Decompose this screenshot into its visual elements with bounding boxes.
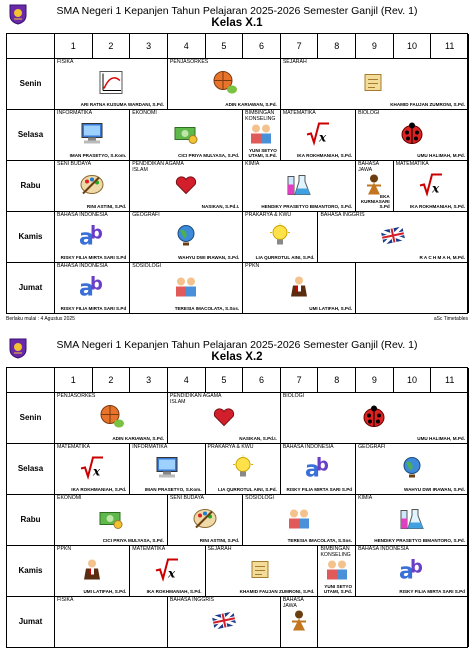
subject-name: PPKN (57, 546, 72, 552)
teacher-name: YUNI SETYO UTAMI, S.Pd. (323, 584, 353, 594)
day-label: Rabu (7, 494, 55, 545)
math-icon (305, 121, 331, 150)
subject-name: SEJARAH (207, 546, 232, 552)
lesson-cell[interactable] (55, 109, 130, 160)
lesson-cell[interactable] (168, 596, 281, 647)
period-header: 4 (168, 34, 206, 58)
lesson-cell[interactable] (318, 545, 356, 596)
teacher-name: UMI LATIFAH, S.Pd. (309, 306, 353, 311)
lesson-cell[interactable] (206, 443, 281, 494)
timetable-grid (6, 33, 468, 314)
teacher-name: IMAN PRASETYO, S.Kom. (144, 487, 202, 492)
letters-icon (398, 556, 426, 587)
page-title: SMA Negeri 1 Kepanjen Tahun Pelajaran 2025-2026 Semester Ganjil (Rev. 1) (56, 5, 418, 17)
flask-icon (398, 506, 426, 535)
lesson-cell[interactable] (130, 545, 205, 596)
header-corner (7, 368, 55, 392)
svg-text:x: x (93, 464, 101, 479)
lesson-cell[interactable] (130, 262, 243, 313)
period-header: 11 (431, 34, 469, 58)
teacher-name: ADIN KARIAWAN, S.Pd. (225, 102, 277, 107)
globe-icon (174, 223, 198, 252)
lesson-cell[interactable] (281, 109, 356, 160)
subject-name: BAHASA INGGRIS (320, 212, 365, 218)
teacher-name: EKA KURNIASARI S.Pd (360, 194, 390, 209)
svg-text:x: x (431, 181, 439, 196)
lesson-cell[interactable] (130, 109, 243, 160)
svg-text:a: a (304, 457, 320, 481)
lesson-cell[interactable] (55, 443, 130, 494)
lesson-cell[interactable] (356, 443, 469, 494)
subject-name: MATEMATIKA (57, 444, 90, 450)
subject-name: INFORMATIKA (132, 444, 168, 450)
lesson-cell[interactable] (281, 392, 469, 443)
teacher-name: RINI ASTINI, S.Pd. (86, 204, 127, 209)
judge-icon (80, 557, 104, 586)
teacher-name: RISKY FILIA MIRTA SARI S.Pd (286, 487, 353, 492)
globe-icon (400, 455, 424, 484)
teacher-name: NASIKAN, S.Pd.I. (239, 436, 277, 441)
subject-name: MATEMATIKA (395, 161, 429, 167)
teacher-name: KHAMID FAUJAN ZUMRONI, S.Pd. (390, 102, 465, 107)
teacher-name: WAHYU DWI IRAWAN, S.Pd. (403, 487, 465, 492)
period-header: 4 (168, 368, 206, 392)
teacher-name: TERESIA IMACOLATA, S.Sos. (174, 306, 240, 311)
period-header: 10 (394, 368, 432, 392)
period-header: 1 (55, 34, 93, 58)
period-header: 5 (206, 368, 244, 392)
lesson-cell[interactable] (130, 211, 243, 262)
people-icon (324, 557, 350, 586)
teacher-name: IKA ROKHMANIAH, S.Pd. (297, 153, 353, 158)
period-header: 5 (206, 34, 244, 58)
svg-text:a: a (399, 559, 414, 583)
period-header: 7 (281, 34, 319, 58)
teacher-name: RISKY FILIA MIRTA SARI S.Pd (60, 306, 127, 311)
svg-text:b: b (315, 454, 329, 476)
period-header: 11 (431, 368, 469, 392)
teacher-name: LIA QURROTUL AINI, S.Pd. (255, 255, 315, 260)
subject-name: SENI BUDAYA (169, 495, 205, 501)
class-title: Kelas X.1 (211, 17, 263, 29)
svg-text:b: b (90, 273, 104, 295)
lesson-cell[interactable] (356, 160, 394, 211)
lesson-cell[interactable] (243, 160, 356, 211)
subject-name: GEOGRAFI (132, 212, 160, 218)
teacher-name: HENDIKY PRASETYO BIMANTORO, S.Pd. (261, 204, 353, 209)
computer-icon (154, 455, 180, 484)
page-title: SMA Negeri 1 Kepanjen Tahun Pelajaran 2025-2026 Semester Ganjil (Rev. 1) (56, 339, 418, 351)
subject-name: BAHASA INDONESIA (358, 546, 409, 552)
subject-name: PENJASORKES (57, 393, 96, 399)
period-header: 9 (356, 368, 394, 392)
lesson-cell[interactable] (55, 262, 130, 313)
lesson-cell[interactable] (55, 211, 130, 262)
lesson-cell[interactable] (55, 58, 168, 109)
scroll-icon (361, 70, 387, 99)
effective-date: Berlaku mulai : 4 Agustus 2025 (6, 316, 75, 322)
svg-text:x: x (168, 566, 176, 581)
subject-name: SENI BUDAYA (57, 161, 92, 167)
subject-name: BAHASA INGGRIS (169, 597, 215, 603)
subject-name: PRAKARYA & KWU (207, 444, 254, 450)
computer-icon (79, 121, 105, 150)
class-title: Kelas X.2 (211, 351, 263, 363)
judge-icon (287, 274, 311, 303)
timetable-grid (6, 367, 468, 648)
sports-icon (98, 404, 124, 433)
subject-name: MATEMATIKA (282, 110, 316, 116)
teacher-name: ARI RATNA KUSUMA WARDANI, S.Pd. (80, 102, 164, 107)
period-header: 2 (93, 368, 131, 392)
period-header: 6 (243, 368, 281, 392)
lesson-cell[interactable] (55, 545, 130, 596)
money-icon (173, 122, 199, 149)
subject-name: BIMBINGAN KONSELING (245, 110, 276, 122)
teacher-name: UMI LATIFAH, S.Pd. (83, 589, 127, 594)
sports-icon (211, 70, 237, 99)
period-header: 8 (318, 368, 356, 392)
subject-name: SOSIOLOGI (245, 495, 274, 501)
teacher-name: UMU HALIMAH, M.Pd. (417, 153, 465, 158)
day-label: Senin (7, 58, 55, 109)
lesson-cell[interactable] (168, 494, 243, 545)
subject-name: BAHASA INDONESIA (57, 263, 108, 269)
teacher-name: RISKY FILIA MIRTA SARI S.Pd (399, 589, 465, 594)
flag-icon (211, 610, 237, 635)
lesson-cell[interactable] (243, 494, 356, 545)
palette-icon (79, 173, 105, 200)
lesson-cell[interactable] (356, 545, 469, 596)
teacher-name: WAHYU DWI IRAWAN, S.Pd. (178, 255, 240, 260)
subject-name: PENDIDIKAN AGAMA ISLAM (132, 161, 184, 173)
heart-icon (212, 405, 236, 432)
svg-text:b: b (90, 222, 104, 244)
day-label: Selasa (7, 109, 55, 160)
lesson-cell[interactable] (206, 545, 319, 596)
teacher-name: RINI ASTINI, S.Pd. (199, 538, 240, 543)
lesson-cell[interactable] (318, 211, 469, 262)
lesson-cell[interactable] (55, 160, 130, 211)
svg-text:a: a (79, 276, 94, 300)
timetable-page (0, 334, 474, 632)
subject-name: BAHASA JAWA (358, 161, 379, 173)
lesson-cell[interactable] (281, 443, 356, 494)
math-icon (154, 557, 180, 586)
subject-name: PPKN (245, 263, 260, 269)
subject-name: MATEMATIKA (132, 546, 166, 552)
day-label: Jumat (7, 262, 55, 313)
teacher-name: YUNI SETYO UTAMI, S.Pd. (248, 148, 277, 158)
teacher-name: IKA ROKHMANIAH, S.Pd. (410, 204, 465, 209)
flask-icon (285, 172, 313, 201)
period-header: 6 (243, 34, 281, 58)
lesson-cell[interactable] (168, 58, 281, 109)
teacher-name: UMU HALIMAH, M.Pd. (417, 436, 465, 441)
lesson-cell[interactable] (394, 160, 469, 211)
day-label: Rabu (7, 160, 55, 211)
people-icon (173, 274, 199, 303)
lesson-cell[interactable] (130, 160, 243, 211)
teacher-name: IMAN PRASETYO, S.Kom. (69, 153, 127, 158)
teacher-name: KHAMID FAUJAN ZUMRONI, S.Pd. (239, 589, 315, 594)
subject-name: GEOGRAFI (358, 444, 386, 450)
chart-icon (99, 70, 123, 99)
people-icon (286, 506, 312, 535)
teacher-name: TERESIA IMACOLATA, S.Sos. (287, 538, 353, 543)
software-credit: aSc Timetables (433, 316, 468, 322)
day-label: Kamis (7, 211, 55, 262)
period-header: 8 (318, 34, 356, 58)
teacher-name: CICI PRIYA MULYASA, S.Pd. (102, 538, 164, 543)
subject-name: SOSIOLOGI (132, 263, 162, 269)
subject-name: BIOLOGI (358, 110, 380, 116)
svg-text:b: b (410, 556, 423, 578)
lesson-cell[interactable] (168, 392, 281, 443)
teacher-name: R A C H M A H, M.Pd. (419, 255, 465, 260)
subject-name: INFORMATIKA (57, 110, 93, 116)
subject-name: FISIKA (57, 597, 74, 603)
bulb-icon (268, 223, 292, 252)
letters-icon (78, 273, 106, 304)
subject-name: BIMBINGAN KONSELING (320, 546, 351, 558)
lesson-cell[interactable] (55, 392, 168, 443)
subject-name: FISIKA (57, 59, 74, 65)
subject-name: BIOLOGI (282, 393, 305, 399)
lesson-cell[interactable] (243, 262, 356, 313)
subject-name: PRAKARYA & KWU (245, 212, 292, 218)
lesson-cell[interactable] (281, 596, 319, 647)
letters-icon (78, 222, 106, 253)
period-header: 9 (356, 34, 394, 58)
day-label: Kamis (7, 545, 55, 596)
teacher-name: RISKY FILIA MIRTA SARI S.Pd (60, 255, 127, 260)
teacher-name: IKA ROKHMANIAH, S.Pd. (146, 589, 202, 594)
lesson-cell[interactable] (318, 596, 469, 647)
subject-name: PENJASORKES (169, 59, 209, 65)
subject-name: BAHASA INDONESIA (57, 212, 108, 218)
ladybug-icon (399, 121, 425, 150)
money-icon (98, 507, 124, 534)
lesson-cell[interactable] (130, 443, 205, 494)
heart-icon (174, 173, 198, 200)
teacher-name: ADIN KARIAWAN, S.Pd. (112, 436, 164, 441)
teacher-name: LIA QURROTUL AINI, S.Pd. (218, 487, 277, 492)
lesson-cell[interactable] (243, 211, 318, 262)
subject-name: EKONOMI (132, 110, 157, 116)
lesson-cell[interactable] (281, 58, 469, 109)
period-header: 3 (130, 368, 168, 392)
lesson-cell[interactable] (356, 494, 469, 545)
scroll-icon (248, 557, 274, 586)
lesson-cell[interactable] (356, 262, 469, 313)
math-icon (418, 172, 444, 201)
ladybug-icon (361, 404, 387, 433)
period-header: 3 (130, 34, 168, 58)
subject-name: KIMIA (245, 161, 260, 167)
lesson-cell[interactable] (55, 596, 168, 647)
svg-text:a: a (79, 225, 94, 249)
lesson-cell[interactable] (356, 109, 469, 160)
svg-text:x: x (318, 130, 327, 145)
math-icon (79, 455, 105, 484)
bulb-icon (231, 455, 255, 484)
period-header: 1 (55, 368, 93, 392)
people-icon (248, 121, 274, 150)
period-header: 7 (281, 368, 319, 392)
lesson-cell[interactable] (243, 109, 281, 160)
lesson-cell[interactable] (55, 494, 168, 545)
teacher-name: IKA ROKHMANIAH, S.Pd. (71, 487, 127, 492)
letters-icon (304, 454, 332, 485)
period-header: 2 (93, 34, 131, 58)
period-header: 10 (394, 34, 432, 58)
subject-name: SEJARAH (282, 59, 307, 65)
day-label: Selasa (7, 443, 55, 494)
flag-icon (380, 225, 406, 250)
subject-name: BAHASA INDONESIA (282, 444, 334, 450)
day-label: Senin (7, 392, 55, 443)
subject-name: EKONOMI (57, 495, 82, 501)
palette-icon (192, 507, 218, 534)
subject-name: PENDIDIKAN AGAMA ISLAM (169, 393, 222, 405)
teacher-name: HENDIKY PRASETYO BIMANTORO, S.Pd. (374, 538, 465, 543)
subject-name: KIMIA (358, 495, 373, 501)
day-label: Jumat (7, 596, 55, 647)
teacher-name: NASIKAN, S.Pd.I. (201, 204, 240, 209)
subject-name: BAHASA JAWA (282, 597, 304, 609)
header-corner (7, 34, 55, 58)
teacher-name: CICI PRIYA MULYASA, S.Pd. (178, 153, 240, 158)
